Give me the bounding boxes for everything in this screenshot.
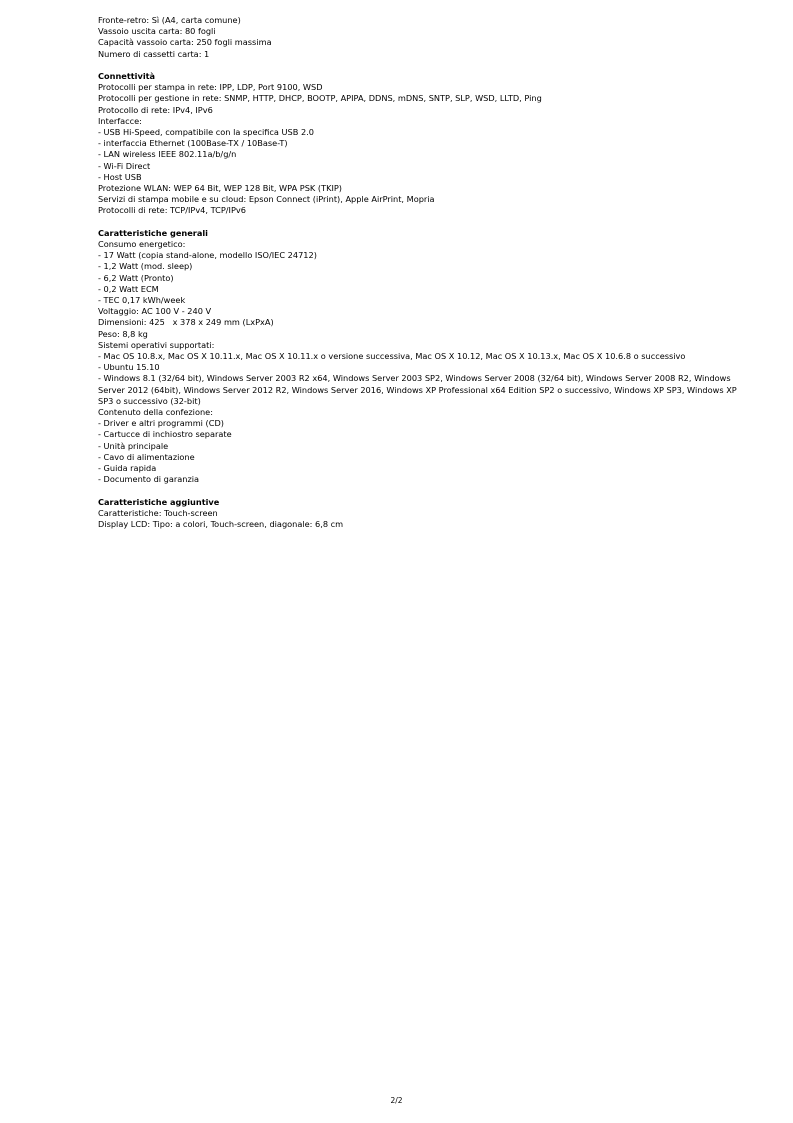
- spec-line: Servizi di stampa mobile e su cloud: Epson Connect (iPrint), Apple AirPrint, Mopria: [98, 194, 435, 205]
- section-connettivita: [98, 71, 748, 217]
- spec-line: - Wi-Fi Direct: [98, 160, 151, 171]
- spec-line: Caratteristiche: Touch-screen: [98, 507, 218, 518]
- section-heading: Caratteristiche generali: [98, 227, 208, 238]
- spec-line: - Driver e altri programmi (CD): [98, 418, 224, 429]
- spec-line: - Mac OS 10.8.x, Mac OS X 10.11.x, Mac OS X 10.11.x o versione successiva, Mac OS X 10.12, Mac OS X 10.13.x, Mac OS X 10.6.8 o successivo: [98, 351, 686, 362]
- spec-line: Contenuto della confezione:: [98, 407, 213, 418]
- spec-line: - LAN wireless IEEE 802.11a/b/g/n: [98, 149, 237, 160]
- spec-line: - 6,2 Watt (Pronto): [98, 272, 174, 283]
- spec-line: - Host USB: [98, 171, 142, 182]
- spec-line: - TEC 0,17 kWh/week: [98, 295, 186, 306]
- spec-line: - Guida rapida: [98, 463, 157, 474]
- spec-line: Sistemi operativi supportati:: [98, 339, 215, 350]
- spec-line: Peso: 8,8 kg: [98, 328, 148, 339]
- spec-line: - 1,2 Watt (mod. sleep): [98, 261, 193, 272]
- spec-line: - Ubuntu 15.10: [98, 362, 160, 373]
- spec-line: - USB Hi-Speed, compatibile con la specifica USB 2.0: [98, 127, 314, 138]
- spec-line: Protocollo di rete: IPv4, IPv6: [98, 104, 213, 115]
- page-number: 2/2: [390, 1096, 403, 1105]
- spec-line: Fronte-retro: Sì (A4, carta comune): [98, 15, 241, 25]
- spec-line: Voltaggio: AC 100 V - 240 V: [98, 306, 212, 317]
- spec-line: Protocolli per stampa in rete: IPP, LDP, Port 9100, WSD: [98, 82, 323, 93]
- section-heading: Connettività: [98, 71, 156, 81]
- spec-line: Numero di cassetti carta: 1: [98, 48, 210, 59]
- spec-line: - 0,2 Watt ECM: [98, 283, 159, 294]
- spec-line: - Cartucce di inchiostro separate: [98, 429, 232, 440]
- section-caratteristiche-generali: [98, 228, 748, 486]
- spec-line: Display LCD: Tipo: a colori, Touch-screen, diagonale: 6,8 cm: [98, 519, 344, 530]
- spec-line: Protocolli per gestione in rete: SNMP, HTTP, DHCP, BOOTP, APIPA, DDNS, mDNS, SNTP, SLP, WSD, LLTD, Ping: [98, 93, 542, 104]
- spec-line: Capacità vassoio carta: 250 fogli massima: [98, 37, 272, 48]
- spec-line: - Windows 8.1 (32/64 bit), Windows Server 2003 R2 x64, Windows Server 2003 SP2, Windows Server 2008 (32/64 bit), Windows Server 2008 R2, Windows Server 2012 (64bit), Windows Server 2012 R2, Windows Server 2016, Windows XP Professional x64 Edition SP2 o successivo, Windows XP SP3, Windows XP SP3 o successivo (32-bit): [98, 373, 740, 406]
- intro-block: [98, 15, 748, 60]
- spec-line: Consumo energetico:: [98, 239, 186, 250]
- document-body: [98, 15, 748, 530]
- spec-line: Protezione WLAN: WEP 64 Bit, WEP 128 Bit, WPA PSK (TKIP): [98, 183, 342, 194]
- spec-line: - interfaccia Ethernet (100Base-TX / 10Base-T): [98, 138, 288, 149]
- spec-line: Interfacce:: [98, 115, 142, 126]
- spec-line: - Cavo di alimentazione: [98, 451, 195, 462]
- section-heading: Caratteristiche aggiuntive: [98, 496, 220, 507]
- section-caratteristiche-aggiuntive: [98, 497, 748, 531]
- spec-line: - Unità principale: [98, 440, 169, 451]
- spec-line: - Documento di garanzia: [98, 474, 200, 485]
- spec-line: Vassoio uscita carta: 80 fogli: [98, 26, 216, 37]
- spec-line: Dimensioni: 425 x 378 x 249 mm (LxPxA): [98, 317, 274, 328]
- spec-line: - 17 Watt (copia stand-alone, modello ISO/IEC 24712): [98, 250, 317, 261]
- spec-line: Protocolli di rete: TCP/IPv4, TCP/IPv6: [98, 205, 246, 216]
